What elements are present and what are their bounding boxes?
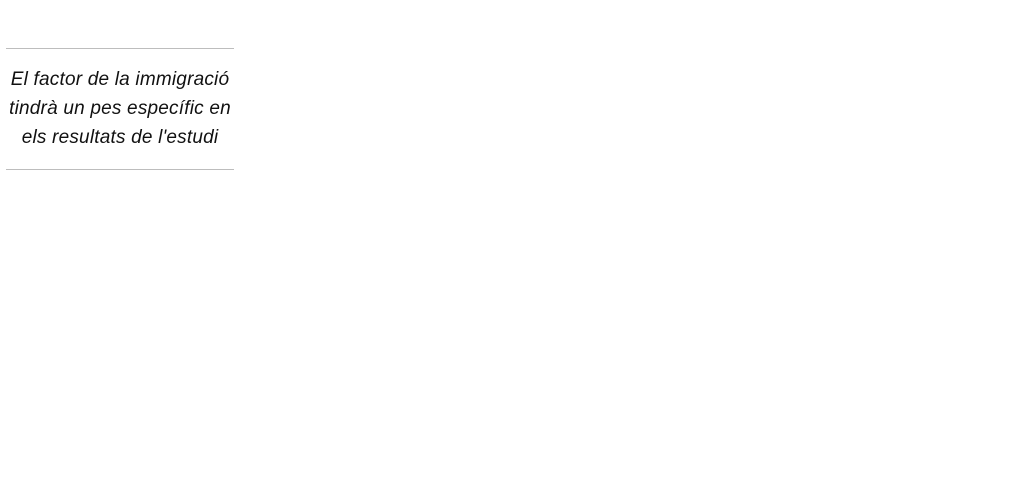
pull-quote-line: tindrà un pes específic en (9, 98, 231, 119)
pull-quote-line: els resultats de l'estudi (21, 127, 219, 148)
pull-quote (6, 48, 234, 170)
pull-quote-line: El factor de la immigració (10, 69, 230, 90)
